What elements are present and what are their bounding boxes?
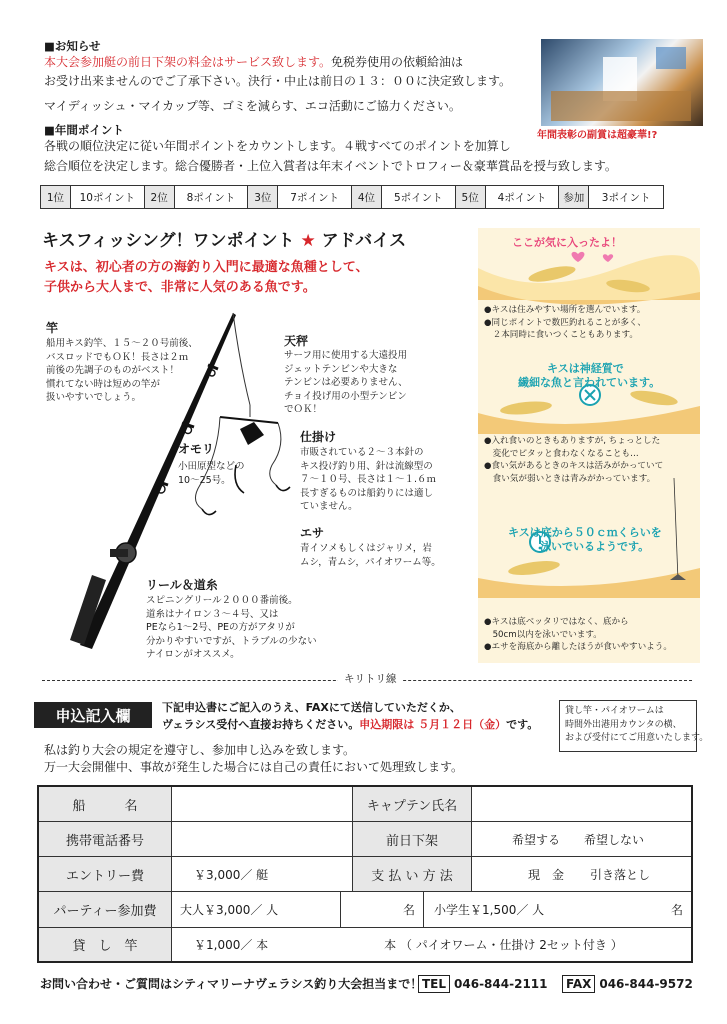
omori-text: 小田原型などの 10～25号。 [178,461,245,486]
tenbin-text: サーフ用に使用する大遠投用 ジェットテンビンや大きな テンビンは必要ありません、 チョイ投げ用の小型テンビン でＯＫ！ [284,350,408,415]
reel-heading: リール＆道糸 [146,578,218,592]
fax-block [562,975,693,993]
form-instruction-1: 下記申込書にご記入のうえ、FAXにて送信していただくか、 [162,701,461,714]
declaration-2: 万一大会開催中、事故が発生した場合には自己の責任において処理致します。 [44,760,464,774]
annual-line-2: 総合順位を決定します。総合優勝者・上位入賞者は年末イベントでトロフィー＆豪華賞品を授与致します。 [44,159,617,173]
option-cash[interactable]: 現 金 [528,867,565,882]
notice-line-3: マイディッシュ・マイカップ等、ゴミを減らす、エコ活動にご協力ください。 [44,99,461,113]
points-value: 10ポイント [71,186,145,208]
points-value: 3ポイント [589,186,663,208]
notice-line-2: お受け出来ませんのでご了承下さい。決行・中止は前日の１３：００に決定致します。 [44,74,512,88]
points-value: 7ポイント [278,186,352,208]
esa-heading: エサ [300,526,325,540]
cut-line-label: キリトリ線 [338,671,403,686]
omori-heading: オモリ [178,442,215,456]
points-rank: 1位 [41,186,71,208]
fax-label: FAX [562,975,595,993]
party-adult-count[interactable]: 名 [402,903,415,917]
award-photo [541,39,703,126]
boat-name-field[interactable] [172,787,352,821]
declaration-1: 私は釣り大会の規定を遵守し、参加申し込みを致します。 [44,743,356,757]
notice-heading: ■お知らせ [44,39,101,53]
rental-rod-value: ￥1,000／ 本 本 （ パイオワーム・仕掛け 2セット付き ） [194,938,623,952]
panel-heading-1: ここが気に入ったよ！ [512,236,622,249]
party-child-count[interactable]: 名 [670,903,683,917]
option-want[interactable]: 希望する [512,832,561,847]
label-boat-name: 船 名 [39,787,171,821]
captain-name-field[interactable] [472,787,691,821]
advice-subtitle-2: 子供から大人まで、非常に人気のある魚です。 [44,280,316,295]
rod-heading: 竿 [46,321,59,335]
tel-number[interactable]: 046-844-2111 [454,977,548,991]
pre-day-options [472,822,691,856]
application-tag: 申込記入欄 [34,702,152,728]
points-rank: 参加 [559,186,589,208]
shikake-heading: 仕掛け [300,430,337,444]
esa-text: 青イソメもしくはジャリメ，岩 ムシ，青ムシ，パイオワーム等。 [300,543,441,568]
label-rental-rod: 貸 し 竿 [39,928,171,961]
form-instruction-2: ヴェラシス受付へ直接お持ちください。申込期限は ５月１２日（金）です。 [162,718,539,731]
advice-subtitle-1: キスは、初心者の方の海釣り入門に最適な魚種として、 [44,260,369,275]
party-child-fee: 小学生￥1,500／ 人 名 [434,903,683,917]
advice-title [42,226,406,251]
notice-line-1-rest: 免税券使用の依頼給油は [331,55,464,69]
reel-text: スピニングリール２０００番前後。 道糸はナイロン３～４号、又は PEなら1～2号、PEの方がアタリが 分かりやすいですが、トラブルの少ない ナイロンがオススメ。 [146,595,317,660]
annual-line-1: 各戦の順位決定に従い年間ポイントをカウントします。４戦すべてのポイントを加算し [44,139,511,153]
panel-heading-2a: キスは神経質で [547,362,624,375]
notice-highlight: 本大会参加艇の前日下架の料金はサービス致します。 [44,55,332,69]
tenbin-heading: 天秤 [284,334,309,348]
payment-options [472,857,691,891]
label-payment: 支 払 い 方 法 [353,857,471,891]
rod-text: 船用キス釣竿、１５～２０号前後、 バスロッドでもＯＫ！長さは２ｍ 前後の先調子のものがベスト！ 慣れてない時は短めの竿が 扱いやすいでしょう。 [46,338,198,403]
panel-text-2: ●入れ食いのときもありますが, ちょっとした 変化でピタッと食わなくなることも… ●食い気があるときのキスは活みがかっていて 食い気が弱いときは青みがかっています。 [484,436,664,484]
photo-caption: 年間表彰の副賞は超豪華!? [537,130,658,141]
label-party-fee: パーティー参加費 [39,892,171,927]
label-mobile: 携帯電話番号 [39,822,171,856]
panel-heading-3a: キスは底から５０ｃｍくらいを [508,526,662,539]
label-entry-fee: エントリー費 [39,857,171,891]
notice-line-1 [44,53,463,71]
points-value: 5ポイント [382,186,456,208]
shikake-text: 市販されている２～３本針の キス投げ釣り用、針は流線型の ７～１０号、長さは１～１.６ｍ 長すぎるものは船釣りには適し ていません。 [300,447,437,512]
label-captain-name: キャプテン氏名 [353,787,471,821]
rental-note: 貸し竿・パイオワームは 時間外出港用カウンタの横、 および受付にてご用意いたします。 [559,700,697,752]
panel-text-1: ●キスは住みやすい場所を選んでいます。 ●同じポイントで数匹釣れることが多く、 ２本同時に食いつくこともあります。 [484,305,647,340]
star-icon: ★ [300,231,316,251]
points-value: 8ポイント [175,186,249,208]
entry-fee-value: ￥3,000／ 艇 [194,867,269,882]
application-form-table [37,785,693,963]
advice-title-a: キスフィッシング！ワンポイント [42,231,295,251]
panel-heading-3b: 泳いでいるようです。 [540,540,650,553]
option-debit[interactable]: 引き落とし [590,867,651,882]
mobile-field[interactable] [172,822,352,856]
fax-number[interactable]: 046-844-9572 [599,977,693,991]
label-pre-day-haulout: 前日下架 [353,822,471,856]
points-rank: 5位 [456,186,486,208]
points-rank: 4位 [352,186,382,208]
party-adult-fee: 大人￥3,000／ 人 [180,903,279,917]
advice-title-b: アドバイス [321,231,407,251]
annual-heading: ■年間ポイント [44,123,124,137]
points-table [40,185,664,209]
panel-text-3: ●キスは底ベッタリではなく、底から 50cm以内を泳いでいます。 ●エサを海底から離したほうが食いやすいよう。 [484,617,672,652]
contact-text: お問い合わせ・ご質問はシティマリーナヴェラシス釣り大会担当まで！ [40,977,423,991]
tel-block [418,975,548,993]
panel-heading-2b: 繊細な魚と言われています。 [518,376,661,389]
points-rank: 2位 [145,186,175,208]
deadline: 申込期限は ５月１２日（金） [359,718,507,731]
option-not-want[interactable]: 希望しない [584,832,645,847]
points-value: 4ポイント [486,186,560,208]
points-rank: 3位 [248,186,278,208]
tel-label: TEL [418,975,450,993]
